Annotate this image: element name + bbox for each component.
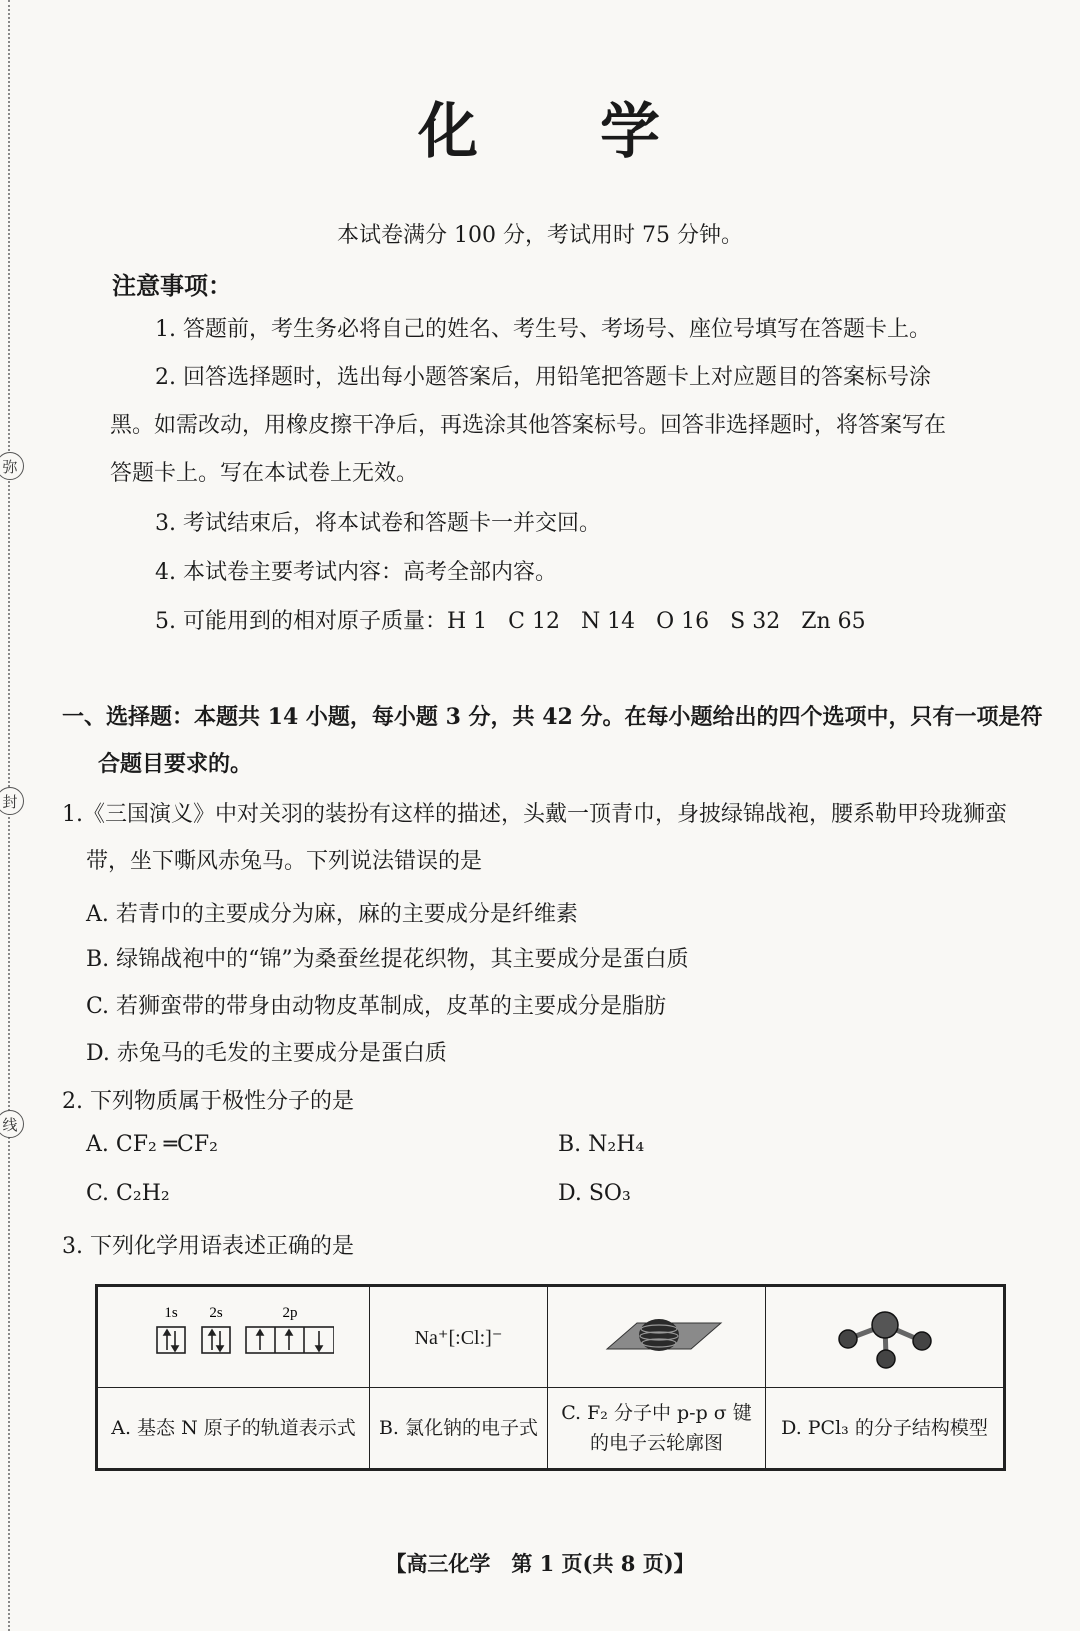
exam-info: 本试卷满分 100 分，考试用时 75 分钟。: [337, 223, 743, 248]
q3-caption-c: [548, 1388, 766, 1470]
pcl3-ball-model: [830, 1299, 940, 1371]
sigma-bond-cloud-diagram: [587, 1305, 727, 1365]
section-1-heading-cont: 合题目要求的。: [98, 751, 253, 777]
notice-item-1: 1. 答题前，考生务必将自己的姓名、考生号、考场号、座位号填写在答题卡上。: [155, 317, 931, 342]
q3-stem: 3. 下列化学用语表述正确的是: [62, 1234, 354, 1259]
notice-item-2-line-1: 2. 回答选择题时，选出每小题答案后，用铅笔把答题卡上对应题目的答案标号涂: [155, 365, 931, 390]
q1-option-b: B. 绿锦战袍中的“锦”为桑蚕丝提花织物，其主要成分是蛋白质: [86, 947, 689, 972]
orbital-label-2p: 2p: [282, 1305, 297, 1321]
sodium-chloride-electron-formula: Na⁺[:Cl:]⁻: [414, 1326, 503, 1349]
q1-option-d: D. 赤兔马的毛发的主要成分是蛋白质: [86, 1041, 447, 1066]
q1-stem-line-2: 带，坐下嘶风赤兔马。下列说法错误的是: [86, 849, 483, 874]
notice-item-4: 4. 本试卷主要考试内容：高考全部内容。: [155, 560, 557, 585]
q1-stem-line-1: 1.《三国演义》中对关羽的装扮有这样的描述，头戴一顶青巾，身披绿锦战袍，腰系勒甲玲珑狮蛮: [62, 802, 1007, 827]
title-char-1: 化: [418, 97, 480, 167]
q3-figure-a: [97, 1286, 370, 1388]
q3-caption-d: D. PCl₃ 的分子结构模型: [766, 1388, 1005, 1470]
q3-figure-d: [766, 1286, 1005, 1388]
q2-option-a: A. CF₂ ═CF₂: [86, 1132, 218, 1157]
q3-caption-b: B. 氯化钠的电子式: [370, 1388, 548, 1470]
q3-caption-a: A. 基态 N 原子的轨道表示式: [97, 1388, 370, 1470]
q3-options-table: [95, 1284, 1006, 1471]
q2-stem: 2. 下列物质属于极性分子的是: [62, 1089, 354, 1114]
notice-item-5: 5. 可能用到的相对原子质量：H 1 C 12 N 14 O 16 S 32 Zn 65: [155, 609, 866, 634]
notice-item-2-line-3: 答题卡上。写在本试卷上无效。: [110, 461, 419, 486]
page-title: [0, 84, 1080, 170]
q3-caption-c-line-2: 的电子云轮廓图: [589, 1432, 723, 1454]
q2-option-c: C. C₂H₂: [86, 1181, 170, 1206]
section-1-heading: 一、选择题：本题共 14 小题，每小题 3 分，共 42 分。在每小题给出的四个选项中，只有一项是符: [62, 704, 1043, 730]
notice-item-2-line-2: 黑。如需改动，用橡皮擦干净后，再选涂其他答案标号。回答非选择题时，将答案写在: [110, 413, 947, 438]
binding-mark-feng: 封: [0, 787, 24, 815]
orbital-label-2s: 2s: [208, 1305, 223, 1321]
orbital-label-1s: 1s: [163, 1305, 178, 1321]
orbital-diagram: [134, 1295, 334, 1375]
q3-figure-c: [548, 1286, 766, 1388]
title-char-2: 学: [600, 97, 662, 167]
binding-mark-xian: 线: [0, 1110, 24, 1138]
q3-figure-b: [370, 1286, 548, 1388]
q2-option-b: B. N₂H₄: [558, 1132, 645, 1157]
binding-mark-mi: 弥: [0, 452, 24, 480]
notice-item-3: 3. 考试结束后，将本试卷和答题卡一并交回。: [155, 511, 601, 536]
page-footer: 【高三化学 第 1 页(共 8 页)】: [385, 1551, 695, 1576]
q3-caption-c-line-1: C. F₂ 分子中 p-p σ 键: [561, 1402, 752, 1424]
notice-heading: 注意事项：: [112, 271, 232, 300]
q2-option-d: D. SO₃: [558, 1181, 631, 1206]
q1-option-c: C. 若狮蛮带的带身由动物皮革制成，皮革的主要成分是脂肪: [86, 994, 667, 1019]
q1-option-a: A. 若青巾的主要成分为麻，麻的主要成分是纤维素: [86, 902, 578, 927]
